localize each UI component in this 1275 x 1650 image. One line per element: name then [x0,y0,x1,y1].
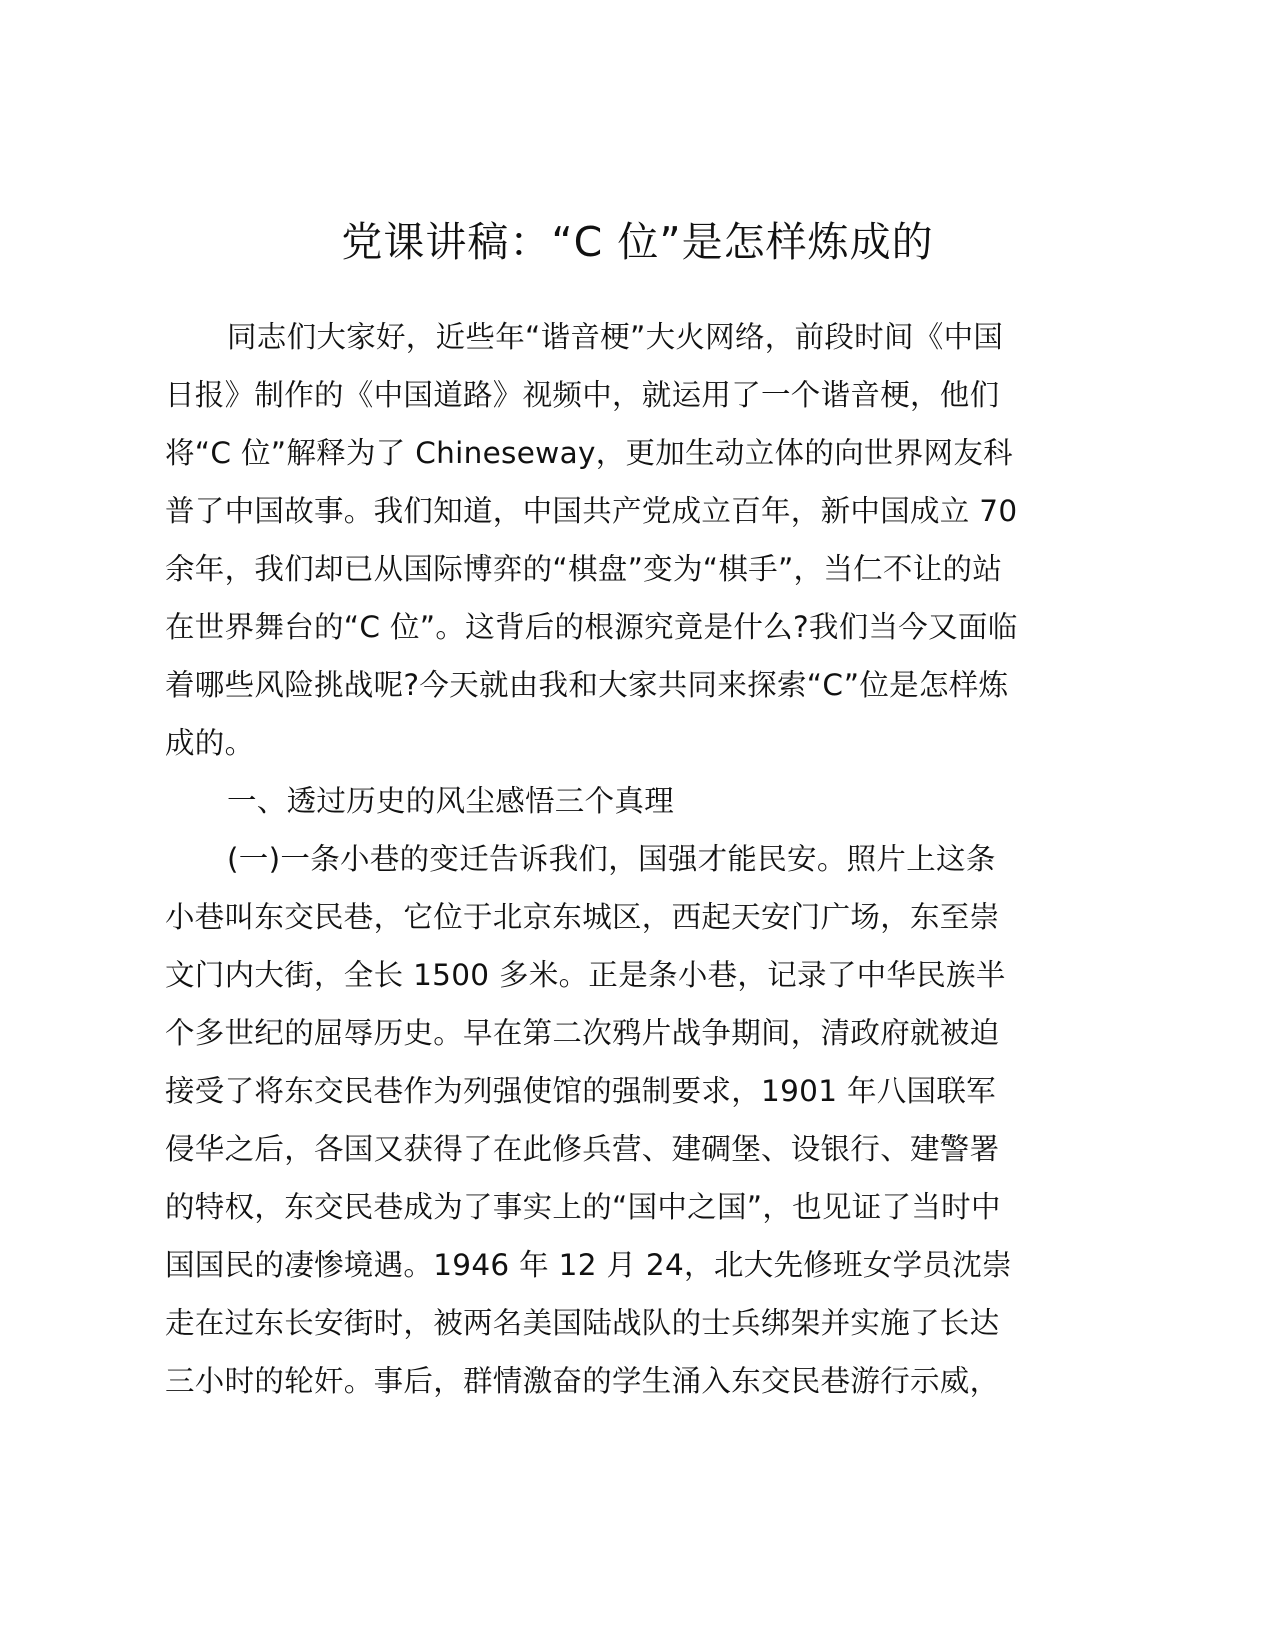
document-body [165,308,1125,1410]
section-heading: 一、透过历史的风尘感悟三个真理 [227,784,675,818]
paragraph-line: 着哪些风险挑战呢?今天就由我和大家共同来探索“C”位是怎样炼 [165,668,1009,702]
paragraph-line: 接受了将东交民巷作为列强使馆的强制要求，1901 年八国联军 [165,1074,996,1108]
paragraph-line: 同志们大家好，近些年“谐音梗”大火网络，前段时间《中国 [227,320,1004,354]
paragraph-line: 将“C 位”解释为了 Chineseway，更加生动立体的向世界网友科 [165,436,1013,470]
paragraph-line: 国国民的凄惨境遇。1946 年 12 月 24，北大先修班女学员沈崇 [165,1248,1012,1282]
document-title: 党课讲稿：“C 位”是怎样炼成的 [341,218,934,266]
paragraph-line: 小巷叫东交民巷，它位于北京东城区，西起天安门广场，东至崇 [165,900,1000,934]
paragraph-line: 普了中国故事。我们知道，中国共产党成立百年，新中国成立 70 [165,494,1018,528]
paragraph-line: 余年，我们却已从国际博弈的“棋盘”变为“棋手”，当仁不让的站 [165,552,1003,586]
paragraph-line: 日报》制作的《中国道路》视频中，就运用了一个谐音梗，他们 [165,378,1000,412]
paragraph-line: 的特权，东交民巷成为了事实上的“国中之国”，也见证了当时中 [165,1190,1001,1224]
paragraph-line: 在世界舞台的“C 位”。这背后的根源究竟是什么?我们当今又面临 [165,610,1018,644]
paragraph-line: 三小时的轮奸。事后，群情激奋的学生涌入东交民巷游行示威， [165,1364,1000,1398]
paragraph-line: 侵华之后，各国又获得了在此修兵营、建碉堡、设银行、建警署 [165,1132,1000,1166]
paragraph-line: 文门内大街，全长 1500 多米。正是条小巷，记录了中华民族半 [165,958,1006,992]
paragraph-line: 成的。 [165,726,255,760]
paragraph-line: 走在过东长安街时，被两名美国陆战队的士兵绑架并实施了长达 [165,1306,1000,1340]
paragraph-line: (一)一条小巷的变迁告诉我们，国强才能民安。照片上这条 [227,842,996,876]
paragraph-line: 个多世纪的屈辱历史。早在第二次鸦片战争期间，清政府就被迫 [165,1016,1000,1050]
